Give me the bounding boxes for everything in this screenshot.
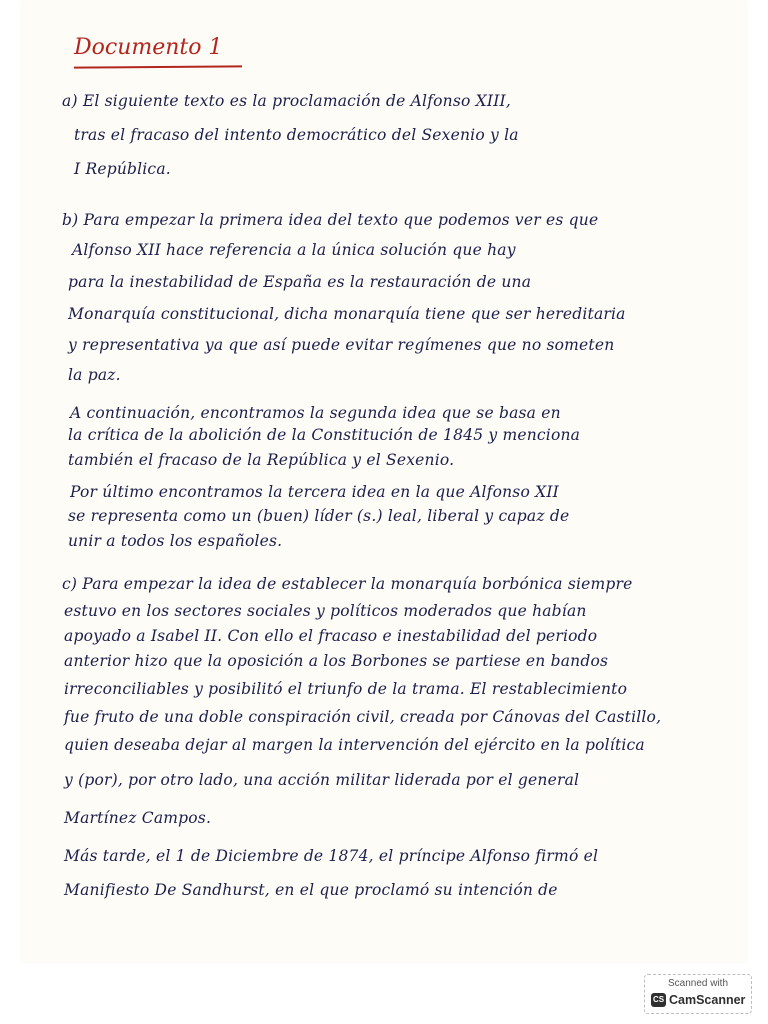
text-line: anterior hizo que la oposición a los Borbones se partiese en bandos [64,652,609,670]
text-line: b) Para empezar la primera idea del texto que podemos ver es que [62,211,599,229]
text-line: la paz. [68,366,121,384]
camscanner-badge [644,974,752,1014]
text-line: apoyado a Isabel II. Con ello el fracaso e inestabilidad del periodo [64,627,598,645]
title-underline [74,65,242,68]
text-line: se representa como un (buen) líder (s.) leal, liberal y capaz de [68,507,570,525]
notebook-paper [22,0,746,962]
text-line: c) Para empezar la idea de establecer la monarquía borbónica siempre [62,575,633,593]
text-line: y (por), por otro lado, una acción militar liderada por el general [64,771,580,789]
text-line: Manifiesto De Sandhurst, en el que proclamó su intención de [64,881,558,899]
text-line: unir a todos los españoles. [68,532,283,550]
text-line: Por último encontramos la tercera idea en la que Alfonso XII [70,483,559,501]
text-line: fue fruto de una doble conspiración civil, creada por Cánovas del Castillo, [64,708,662,726]
text-line: irreconciliables y posibilitó el triunfo de la trama. El restablecimiento [64,680,628,698]
text-line: Alfonso XII hace referencia a la única solución que hay [72,241,516,259]
text-line: a) El siguiente texto es la proclamación de Alfonso XIII, [62,92,512,110]
text-line: quien deseaba dejar al margen la intervención del ejército en la política [64,736,645,754]
text-line: estuvo en los sectores sociales y políticos moderados que habían [64,602,587,620]
text-line: Monarquía constitucional, dicha monarquía tiene que ser hereditaria [68,305,626,323]
text-line: Martínez Campos. [64,809,212,827]
scanned-with-caption: Scanned with [667,978,729,989]
text-line: tras el fracaso del intento democrático del Sexenio y la [74,126,519,144]
text-line: y representativa ya que así puede evitar regímenes que no someten [68,336,615,354]
text-line: para la inestabilidad de España es la restauración de una [68,273,532,291]
text-line: Más tarde, el 1 de Diciembre de 1874, el príncipe Alfonso firmó el [64,847,599,865]
camscanner-logo-icon: CS [651,993,666,1007]
text-line: I República. [74,160,171,178]
document-title: Documento 1 [74,35,223,60]
text-line: también el fracaso de la República y el Sexenio. [68,451,455,469]
text-line: A continuación, encontramos la segunda idea que se basa en [70,404,561,422]
camscanner-brand: CamScanner [669,993,746,1007]
text-line: la crítica de la abolición de la Constitución de 1845 y menciona [68,426,581,444]
